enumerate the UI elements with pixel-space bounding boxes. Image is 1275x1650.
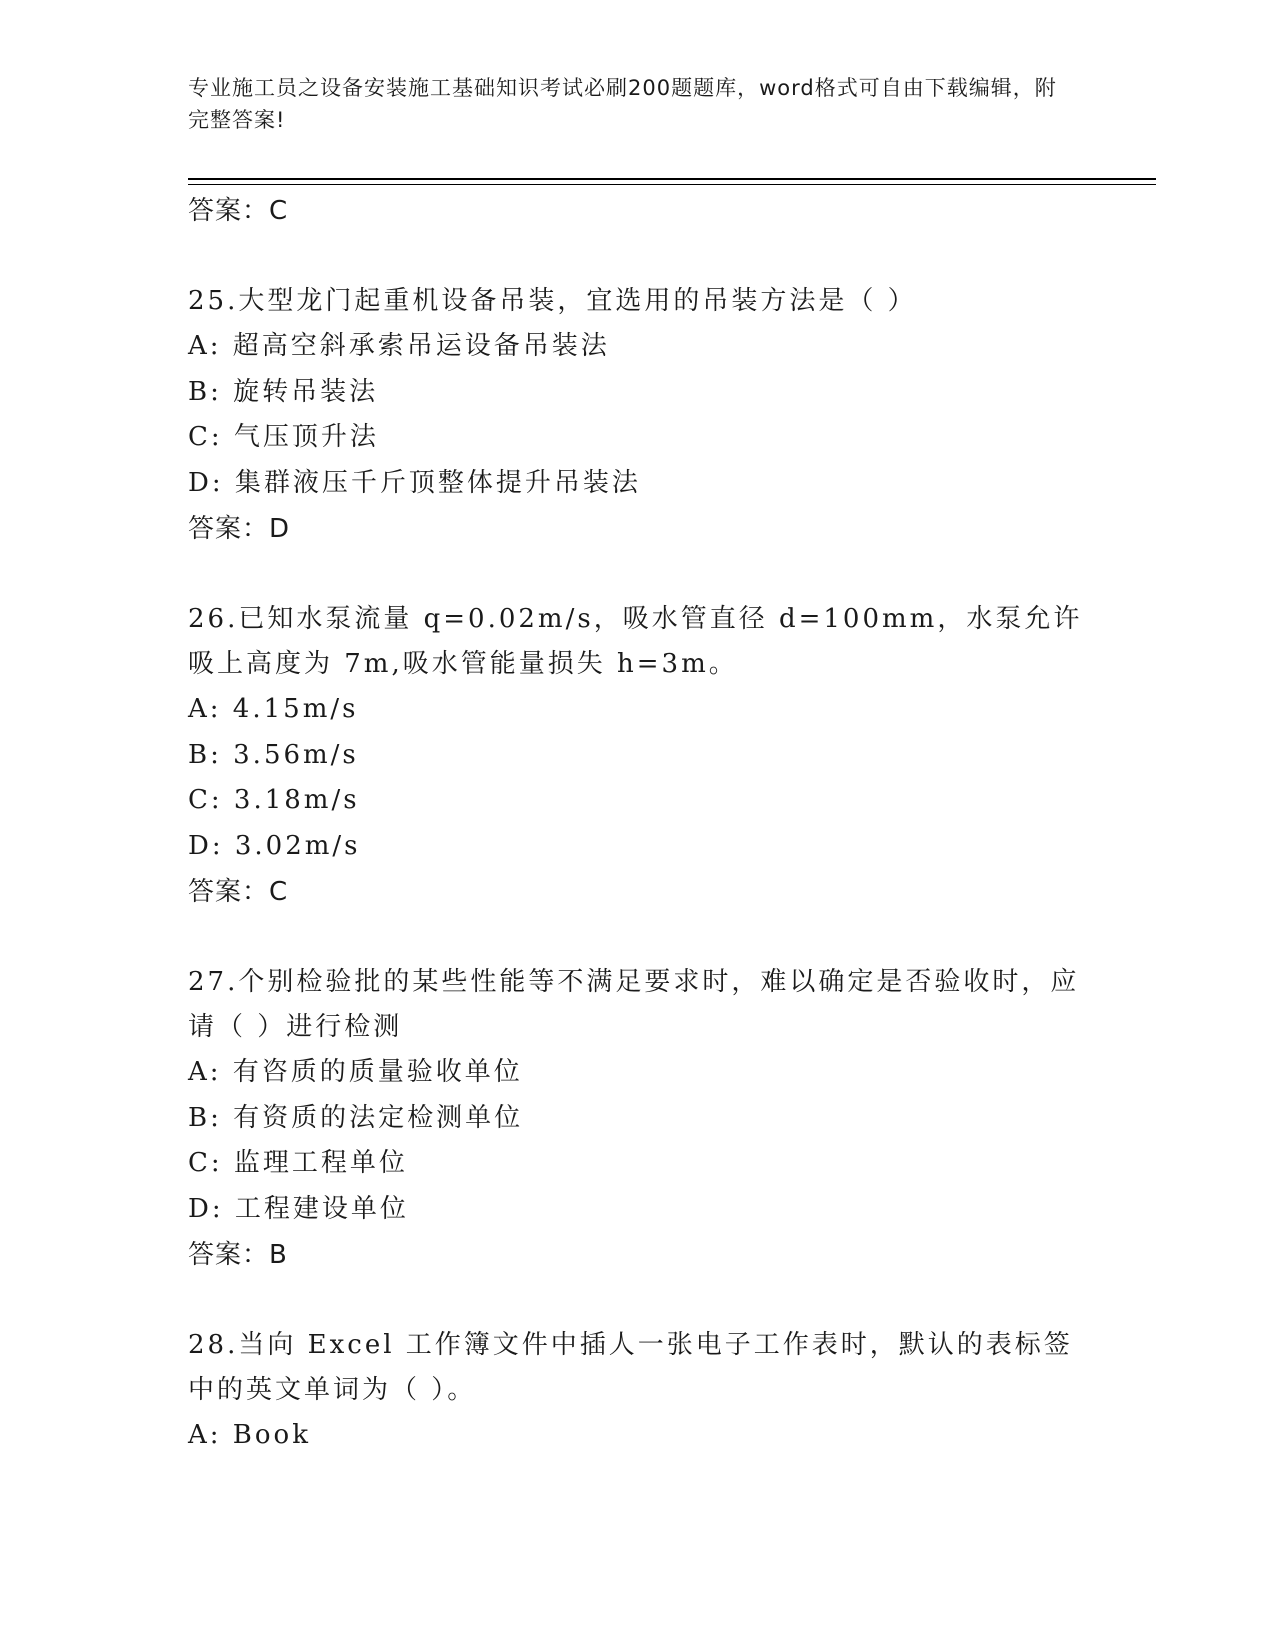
- question-stem: 26.已知水泵流量 q=0.02m/s，吸水管直径 d=100mm，水泵允许吸上高度为 7m,吸水管能量损失 h=3m。: [188, 604, 1083, 679]
- option-b: B: 3.56m/s: [188, 739, 359, 770]
- option-d: D: 集群液压千斤顶整体提升吊装法: [188, 467, 641, 498]
- question-27: [188, 960, 1088, 1278]
- document-header: 专业施工员之设备安装施工基础知识考试必刷200题题库，word格式可自由下载编辑，附完整答案!: [188, 76, 1057, 132]
- question-stem: 25.大型龙门起重机设备吊装，宜选用的吊装方法是（ ）: [188, 286, 917, 316]
- spacer: [188, 915, 1088, 960]
- option-a: A: Book: [188, 1420, 311, 1450]
- answer-line: 答案：C: [188, 196, 289, 226]
- header-divider-thin: [188, 184, 1156, 185]
- option-b: B: 旋转吊装法: [188, 376, 379, 407]
- option-b: B: 有资质的法定检测单位: [188, 1102, 524, 1133]
- question-28: [188, 1323, 1088, 1459]
- option-a: A: 4.15m/s: [188, 694, 359, 724]
- spacer: [188, 234, 1088, 279]
- option-c: C: 气压顶升法: [188, 422, 379, 452]
- question-26: [188, 597, 1088, 915]
- option-c: C: 3.18m/s: [188, 785, 360, 815]
- answer-line: 答案：B: [188, 1240, 288, 1270]
- question-25: [188, 279, 1088, 552]
- header-divider-thick: [188, 178, 1156, 180]
- option-d: D: 3.02m/s: [188, 830, 361, 861]
- question-list: [188, 188, 1088, 1459]
- question-stem: 28.当向 Excel 工作簿文件中插人一张电子工作表时，默认的表标签中的英文单词为（ ）。: [188, 1330, 1073, 1405]
- spacer: [188, 1278, 1088, 1323]
- spacer: [188, 552, 1088, 597]
- option-c: C: 监理工程单位: [188, 1148, 408, 1178]
- option-a: A: 超高空斜承索吊运设备吊装法: [188, 331, 610, 361]
- question-stem: 27.个别检验批的某些性能等不满足要求时，难以确定是否验收时，应请（ ）进行检测: [188, 967, 1080, 1042]
- option-d: D: 工程建设单位: [188, 1193, 409, 1224]
- answer-line: 答案：D: [188, 514, 291, 544]
- answer-line: 答案：C: [188, 877, 289, 907]
- option-a: A: 有咨质的质量验收单位: [188, 1057, 523, 1087]
